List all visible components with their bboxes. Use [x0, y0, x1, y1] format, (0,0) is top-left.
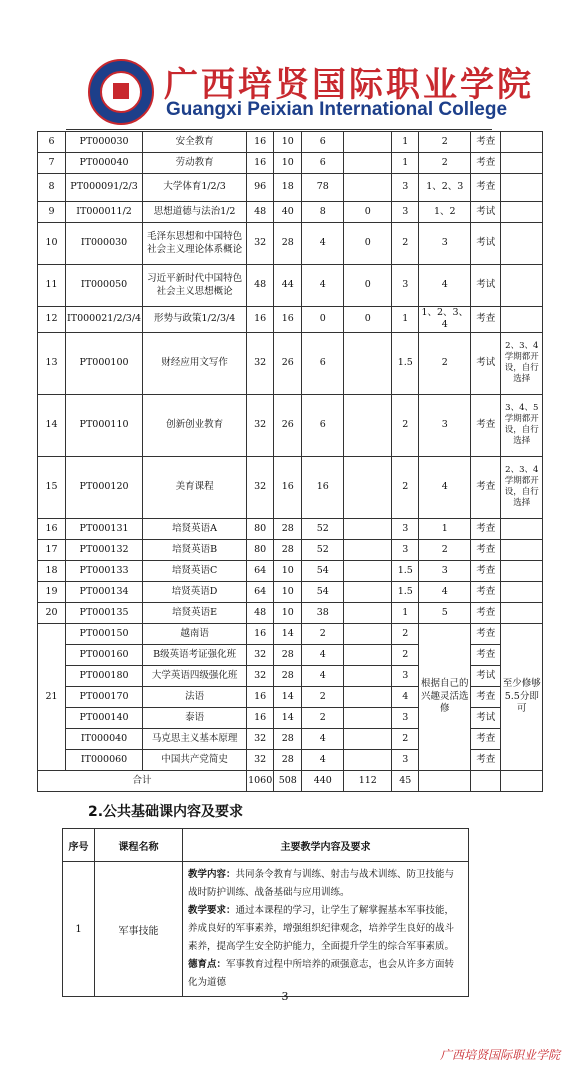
course-name: 马克思主义基本原理 — [143, 728, 247, 749]
credits: 1.5 — [392, 581, 419, 602]
course-schedule-table — [37, 131, 543, 792]
remark — [501, 202, 543, 223]
row-number: 16 — [38, 518, 66, 539]
total-hours: 16 — [247, 307, 274, 333]
practice-hours: 4 — [302, 644, 344, 665]
course-code: PT000030 — [66, 132, 143, 153]
practice-hours: 4 — [302, 665, 344, 686]
row-number: 11 — [38, 265, 66, 307]
table-row — [38, 174, 543, 202]
course-code: PT000120 — [66, 456, 143, 518]
assessment: 考试 — [471, 265, 501, 307]
practice-hours: 6 — [302, 153, 344, 174]
theory-hours: 28 — [274, 539, 302, 560]
course-name: 培贤英语E — [143, 602, 247, 623]
theory-hours: 14 — [274, 686, 302, 707]
header-course-name: 课程名称 — [95, 829, 183, 862]
table-row — [38, 560, 543, 581]
term: 4 — [419, 581, 471, 602]
term: 2 — [419, 132, 471, 153]
assessment: 考查 — [471, 749, 501, 770]
theory-hours: 16 — [274, 307, 302, 333]
content-text: 共同条令教育与训练、射击与战术训练、防卫技能与战时防护训练、战备基础与应用训练。 — [188, 869, 455, 899]
course-name: 形势与政策1/2/3/4 — [143, 307, 247, 333]
theory-hours: 16 — [274, 456, 302, 518]
practice-hours: 38 — [302, 602, 344, 623]
assessment: 考查 — [471, 644, 501, 665]
credits: 3 — [392, 665, 419, 686]
table-row — [38, 132, 543, 153]
row-content — [183, 862, 469, 997]
table-row — [38, 307, 543, 333]
term: 1、2 — [419, 202, 471, 223]
course-code: PT000133 — [66, 560, 143, 581]
other-hours — [344, 332, 392, 394]
credits: 1 — [392, 153, 419, 174]
table-row — [38, 456, 543, 518]
course-name: 培贤英语A — [143, 518, 247, 539]
credits: 4 — [392, 686, 419, 707]
practice-hours: 6 — [302, 132, 344, 153]
course-name: 培贤英语B — [143, 539, 247, 560]
assessment: 考查 — [471, 623, 501, 644]
remark — [501, 223, 543, 265]
practice-hours: 4 — [302, 728, 344, 749]
college-name-cn: 广西培贤国际职业学院 — [164, 65, 534, 105]
course-code: PT000132 — [66, 539, 143, 560]
page-number: 3 — [281, 990, 289, 1003]
other-hours — [344, 623, 392, 644]
requirement-label: 教学要求： — [188, 905, 236, 917]
total-hours: 1060 — [247, 770, 274, 791]
course-code: PT000131 — [66, 518, 143, 539]
theory-hours: 40 — [274, 202, 302, 223]
elective-remark: 至少修够5.5分即可 — [501, 623, 543, 770]
practice-hours: 440 — [302, 770, 344, 791]
row-number: 18 — [38, 560, 66, 581]
course-code: PT000040 — [66, 153, 143, 174]
term: 5 — [419, 602, 471, 623]
theory-hours: 26 — [274, 394, 302, 456]
theory-hours: 10 — [274, 602, 302, 623]
course-name: 习近平新时代中国特色社会主义思想概论 — [143, 265, 247, 307]
total-row — [38, 770, 543, 791]
course-name: 劳动教育 — [143, 153, 247, 174]
row-number: 6 — [38, 132, 66, 153]
other-hours — [344, 644, 392, 665]
total-hours: 32 — [247, 394, 274, 456]
term: 4 — [419, 456, 471, 518]
row-number: 12 — [38, 307, 66, 333]
remark: 2、3、4学期都开设，自行选择 — [501, 456, 543, 518]
remark: 2、3、4学期都开设，自行选择 — [501, 332, 543, 394]
remark — [501, 770, 543, 791]
practice-hours: 2 — [302, 623, 344, 644]
course-code: PT000160 — [66, 644, 143, 665]
other-hours — [344, 560, 392, 581]
row-no: 1 — [63, 862, 95, 997]
requirement-text: 通过本课程的学习，让学生了解掌握基本军事技能，养成良好的军事素养，增强组织纪律观念，培养学生良好的战斗素养，提高学生安全防护能力，全面提升学生的综合军事素质。 — [188, 905, 455, 953]
course-name: 财经应用文写作 — [143, 332, 247, 394]
credits: 3 — [392, 707, 419, 728]
credits: 2 — [392, 623, 419, 644]
term: 4 — [419, 265, 471, 307]
term: 2 — [419, 539, 471, 560]
other-hours — [344, 539, 392, 560]
course-code: IT000050 — [66, 265, 143, 307]
term: 1、2、3 — [419, 174, 471, 202]
table-row — [38, 202, 543, 223]
course-code: IT000021/2/3/4 — [66, 307, 143, 333]
other-hours — [344, 686, 392, 707]
footer-college-name: 广西培贤国际职业学院 — [439, 1048, 560, 1062]
practice-hours: 54 — [302, 581, 344, 602]
remark — [501, 539, 543, 560]
table-row — [38, 394, 543, 456]
college-seal-icon — [88, 59, 154, 125]
credits: 1 — [392, 307, 419, 333]
remark — [501, 132, 543, 153]
total-hours: 16 — [247, 707, 274, 728]
section-title: 2.公共基础课内容及要求 — [88, 804, 244, 820]
course-name: 创新创业教育 — [143, 394, 247, 456]
theory-hours: 14 — [274, 707, 302, 728]
table-row — [38, 539, 543, 560]
credits: 1 — [392, 132, 419, 153]
row-number: 7 — [38, 153, 66, 174]
practice-hours: 78 — [302, 174, 344, 202]
total-hours: 32 — [247, 665, 274, 686]
assessment: 考试 — [471, 202, 501, 223]
row-number: 20 — [38, 602, 66, 623]
header-divider — [66, 129, 492, 130]
remark — [501, 153, 543, 174]
row-number: 10 — [38, 223, 66, 265]
credits: 45 — [392, 770, 419, 791]
assessment: 考查 — [471, 153, 501, 174]
other-hours — [344, 581, 392, 602]
term: 1 — [419, 518, 471, 539]
moral-label: 德育点： — [188, 959, 227, 971]
college-header — [78, 55, 534, 129]
header-no: 序号 — [63, 829, 95, 862]
remark — [501, 174, 543, 202]
assessment: 考查 — [471, 539, 501, 560]
theory-hours: 28 — [274, 749, 302, 770]
course-name: 大学体育1/2/3 — [143, 174, 247, 202]
credits: 3 — [392, 202, 419, 223]
assessment: 考查 — [471, 174, 501, 202]
other-hours — [344, 728, 392, 749]
theory-hours: 26 — [274, 332, 302, 394]
row-number: 13 — [38, 332, 66, 394]
term: 1、2、3、4 — [419, 307, 471, 333]
assessment: 考查 — [471, 518, 501, 539]
theory-hours: 28 — [274, 644, 302, 665]
credits: 3 — [392, 539, 419, 560]
table-row — [38, 581, 543, 602]
course-code: IT000060 — [66, 749, 143, 770]
theory-hours: 28 — [274, 665, 302, 686]
term: 2 — [419, 332, 471, 394]
table-row — [38, 265, 543, 307]
credits: 3 — [392, 174, 419, 202]
theory-hours: 18 — [274, 174, 302, 202]
credits: 2 — [392, 394, 419, 456]
theory-hours: 28 — [274, 223, 302, 265]
course-name: 越南语 — [143, 623, 247, 644]
course-code: PT000134 — [66, 581, 143, 602]
total-hours: 48 — [247, 202, 274, 223]
course-name: 法语 — [143, 686, 247, 707]
course-name: B级英语考证强化班 — [143, 644, 247, 665]
assessment: 考查 — [471, 728, 501, 749]
course-name: 培贤英语D — [143, 581, 247, 602]
practice-hours: 6 — [302, 394, 344, 456]
theory-hours: 10 — [274, 560, 302, 581]
remark — [501, 518, 543, 539]
term: 3 — [419, 394, 471, 456]
theory-hours: 508 — [274, 770, 302, 791]
course-name: 泰语 — [143, 707, 247, 728]
credits: 2 — [392, 644, 419, 665]
practice-hours: 2 — [302, 686, 344, 707]
other-hours — [344, 602, 392, 623]
assessment: 考查 — [471, 602, 501, 623]
term — [419, 770, 471, 791]
other-hours: 112 — [344, 770, 392, 791]
row-course-name: 军事技能 — [95, 862, 183, 997]
practice-hours: 6 — [302, 332, 344, 394]
content-label: 教学内容： — [188, 869, 236, 880]
total-hours: 32 — [247, 332, 274, 394]
practice-hours: 54 — [302, 560, 344, 581]
course-name: 培贤英语C — [143, 560, 247, 581]
assessment: 考试 — [471, 223, 501, 265]
row-number: 17 — [38, 539, 66, 560]
course-code: PT000135 — [66, 602, 143, 623]
course-name: 安全教育 — [143, 132, 247, 153]
credits: 3 — [392, 518, 419, 539]
total-hours: 32 — [247, 749, 274, 770]
assessment: 考试 — [471, 665, 501, 686]
course-name: 美育课程 — [143, 456, 247, 518]
credits: 1 — [392, 602, 419, 623]
course-code: PT000091/2/3 — [66, 174, 143, 202]
theory-hours: 14 — [274, 623, 302, 644]
credits: 1.5 — [392, 560, 419, 581]
course-code: IT000040 — [66, 728, 143, 749]
remark — [501, 602, 543, 623]
assessment: 考查 — [471, 456, 501, 518]
theory-hours: 10 — [274, 581, 302, 602]
credits: 2 — [392, 223, 419, 265]
practice-hours: 2 — [302, 707, 344, 728]
course-name: 中国共产党简史 — [143, 749, 247, 770]
assessment: 考查 — [471, 132, 501, 153]
header-content: 主要教学内容及要求 — [183, 829, 469, 862]
course-name: 大学英语四级强化班 — [143, 665, 247, 686]
course-name: 毛泽东思想和中国特色社会主义理论体系概论 — [143, 223, 247, 265]
credits: 3 — [392, 749, 419, 770]
row-number: 19 — [38, 581, 66, 602]
practice-hours: 52 — [302, 539, 344, 560]
course-code: IT000030 — [66, 223, 143, 265]
course-code: PT000180 — [66, 665, 143, 686]
assessment: 考查 — [471, 560, 501, 581]
course-code: PT000140 — [66, 707, 143, 728]
other-hours — [344, 174, 392, 202]
total-hours: 16 — [247, 686, 274, 707]
practice-hours: 52 — [302, 518, 344, 539]
total-hours: 16 — [247, 132, 274, 153]
total-hours: 48 — [247, 602, 274, 623]
table-row — [38, 602, 543, 623]
total-hours: 32 — [247, 644, 274, 665]
other-hours — [344, 153, 392, 174]
credits: 3 — [392, 265, 419, 307]
other-hours: 0 — [344, 223, 392, 265]
other-hours: 0 — [344, 202, 392, 223]
row-number: 21 — [38, 623, 66, 770]
practice-hours: 4 — [302, 749, 344, 770]
remark — [501, 560, 543, 581]
total-hours: 16 — [247, 623, 274, 644]
credits: 2 — [392, 728, 419, 749]
remark — [501, 265, 543, 307]
total-label: 合计 — [38, 770, 247, 791]
course-code: PT000100 — [66, 332, 143, 394]
total-hours: 64 — [247, 581, 274, 602]
theory-hours: 10 — [274, 153, 302, 174]
course-code: PT000110 — [66, 394, 143, 456]
moral-text: 军事教育过程中所培养的顽强意志，也会从许多方面转化为道德 — [188, 959, 455, 989]
row-number: 9 — [38, 202, 66, 223]
theory-hours: 10 — [274, 132, 302, 153]
other-hours — [344, 665, 392, 686]
term: 2 — [419, 153, 471, 174]
remark: 3、4、5学期都开设，自行选择 — [501, 394, 543, 456]
total-hours: 80 — [247, 539, 274, 560]
table-row — [38, 518, 543, 539]
total-hours: 80 — [247, 518, 274, 539]
course-code: PT000150 — [66, 623, 143, 644]
course-code: PT000170 — [66, 686, 143, 707]
term: 3 — [419, 560, 471, 581]
practice-hours: 4 — [302, 265, 344, 307]
theory-hours: 28 — [274, 518, 302, 539]
total-hours: 32 — [247, 456, 274, 518]
other-hours — [344, 394, 392, 456]
total-hours: 64 — [247, 560, 274, 581]
other-hours — [344, 518, 392, 539]
table-row — [38, 623, 543, 644]
practice-hours: 8 — [302, 202, 344, 223]
assessment: 考查 — [471, 394, 501, 456]
remark — [501, 581, 543, 602]
practice-hours: 4 — [302, 223, 344, 265]
practice-hours: 0 — [302, 307, 344, 333]
practice-hours: 16 — [302, 456, 344, 518]
total-hours: 16 — [247, 153, 274, 174]
row-number: 15 — [38, 456, 66, 518]
row-number: 8 — [38, 174, 66, 202]
total-hours: 48 — [247, 265, 274, 307]
assessment: 考查 — [471, 581, 501, 602]
elective-term: 根据自己的兴趣灵活选修 — [419, 623, 471, 770]
assessment — [471, 770, 501, 791]
table-row — [63, 862, 469, 997]
other-hours — [344, 456, 392, 518]
assessment: 考试 — [471, 332, 501, 394]
credits: 1.5 — [392, 332, 419, 394]
theory-hours: 28 — [274, 728, 302, 749]
assessment: 考查 — [471, 307, 501, 333]
credits: 2 — [392, 456, 419, 518]
table-row — [38, 223, 543, 265]
other-hours — [344, 132, 392, 153]
course-content-table — [62, 828, 469, 997]
table-row — [38, 153, 543, 174]
college-name-en: Guangxi Peixian International College — [166, 99, 508, 120]
course-code: IT000011/2 — [66, 202, 143, 223]
other-hours: 0 — [344, 307, 392, 333]
total-hours: 32 — [247, 728, 274, 749]
other-hours: 0 — [344, 265, 392, 307]
assessment: 考查 — [471, 686, 501, 707]
total-hours: 32 — [247, 223, 274, 265]
course-name: 思想道德与法治1/2 — [143, 202, 247, 223]
other-hours — [344, 749, 392, 770]
table-row — [38, 332, 543, 394]
other-hours — [344, 707, 392, 728]
theory-hours: 44 — [274, 265, 302, 307]
term: 3 — [419, 223, 471, 265]
total-hours: 96 — [247, 174, 274, 202]
row-number: 14 — [38, 394, 66, 456]
remark — [501, 307, 543, 333]
assessment: 考试 — [471, 707, 501, 728]
